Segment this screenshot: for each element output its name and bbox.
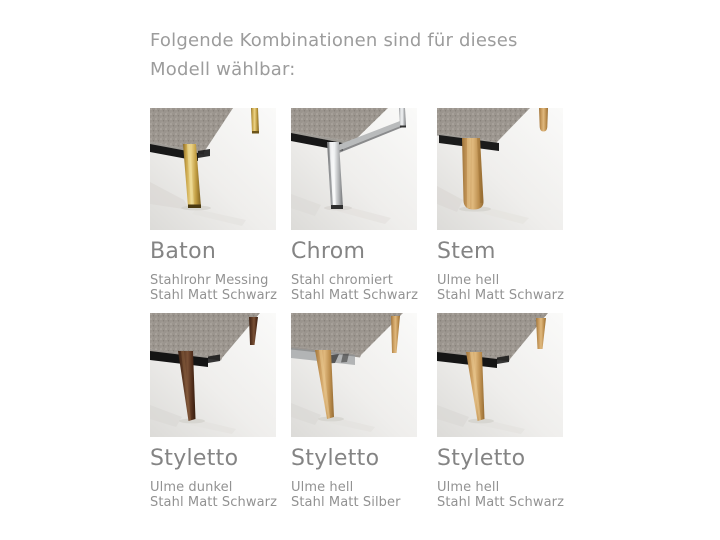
product-detail: Ulme hell Stahl Matt Silber [291,480,401,510]
sofa-leg-photo-light-elm-silver [291,313,417,437]
product-tile-chrom [291,108,418,303]
product-tile-styletto-hell-schwarz [437,313,564,510]
product-photo-styletto-hell-schwarz[interactable] [437,313,563,437]
product-tile-styletto-hell-silber [291,313,418,510]
back-leg [399,108,406,127]
product-tile-baton [150,108,277,303]
product-detail: Ulme hell Stahl Matt Schwarz [437,273,565,303]
product-detail: Ulme hell Stahl Matt Schwarz [437,480,565,510]
page-heading [150,26,518,84]
sofa-leg-photo-light-elm [437,108,563,230]
product-detail: Stahlrohr Messing Stahl Matt Schwarz [150,273,278,303]
back-leg [251,108,259,133]
heading-line-1: Folgende Kombinationen sind für dieses [150,30,518,51]
product-name: Baton [150,239,217,264]
product-photo-chrom[interactable] [291,108,417,230]
sofa-leg-photo-dark-elm [150,313,276,437]
product-tile-styletto-dunkel [150,313,277,510]
product-detail: Stahl chromiert Stahl Matt Schwarz [291,273,419,303]
product-photo-styletto-hell-silber[interactable] [291,313,417,437]
product-photo-baton[interactable] [150,108,276,230]
product-tile-stem [437,108,564,303]
product-photo-styletto-dunkel[interactable] [150,313,276,437]
sofa-leg-photo-light-elm-black [437,313,563,437]
product-name: Styletto [150,446,239,471]
back-leg [539,108,548,132]
product-photo-stem[interactable] [437,108,563,230]
product-name: Chrom [291,239,366,264]
product-name: Styletto [437,446,526,471]
heading-line-2: Modell wählbar: [150,59,296,80]
sofa-leg-photo-brass [150,108,276,230]
product-name: Stem [437,239,496,264]
product-name: Styletto [291,446,380,471]
product-detail: Ulme dunkel Stahl Matt Schwarz [150,480,278,510]
sofa-leg-photo-chrome [291,108,417,230]
